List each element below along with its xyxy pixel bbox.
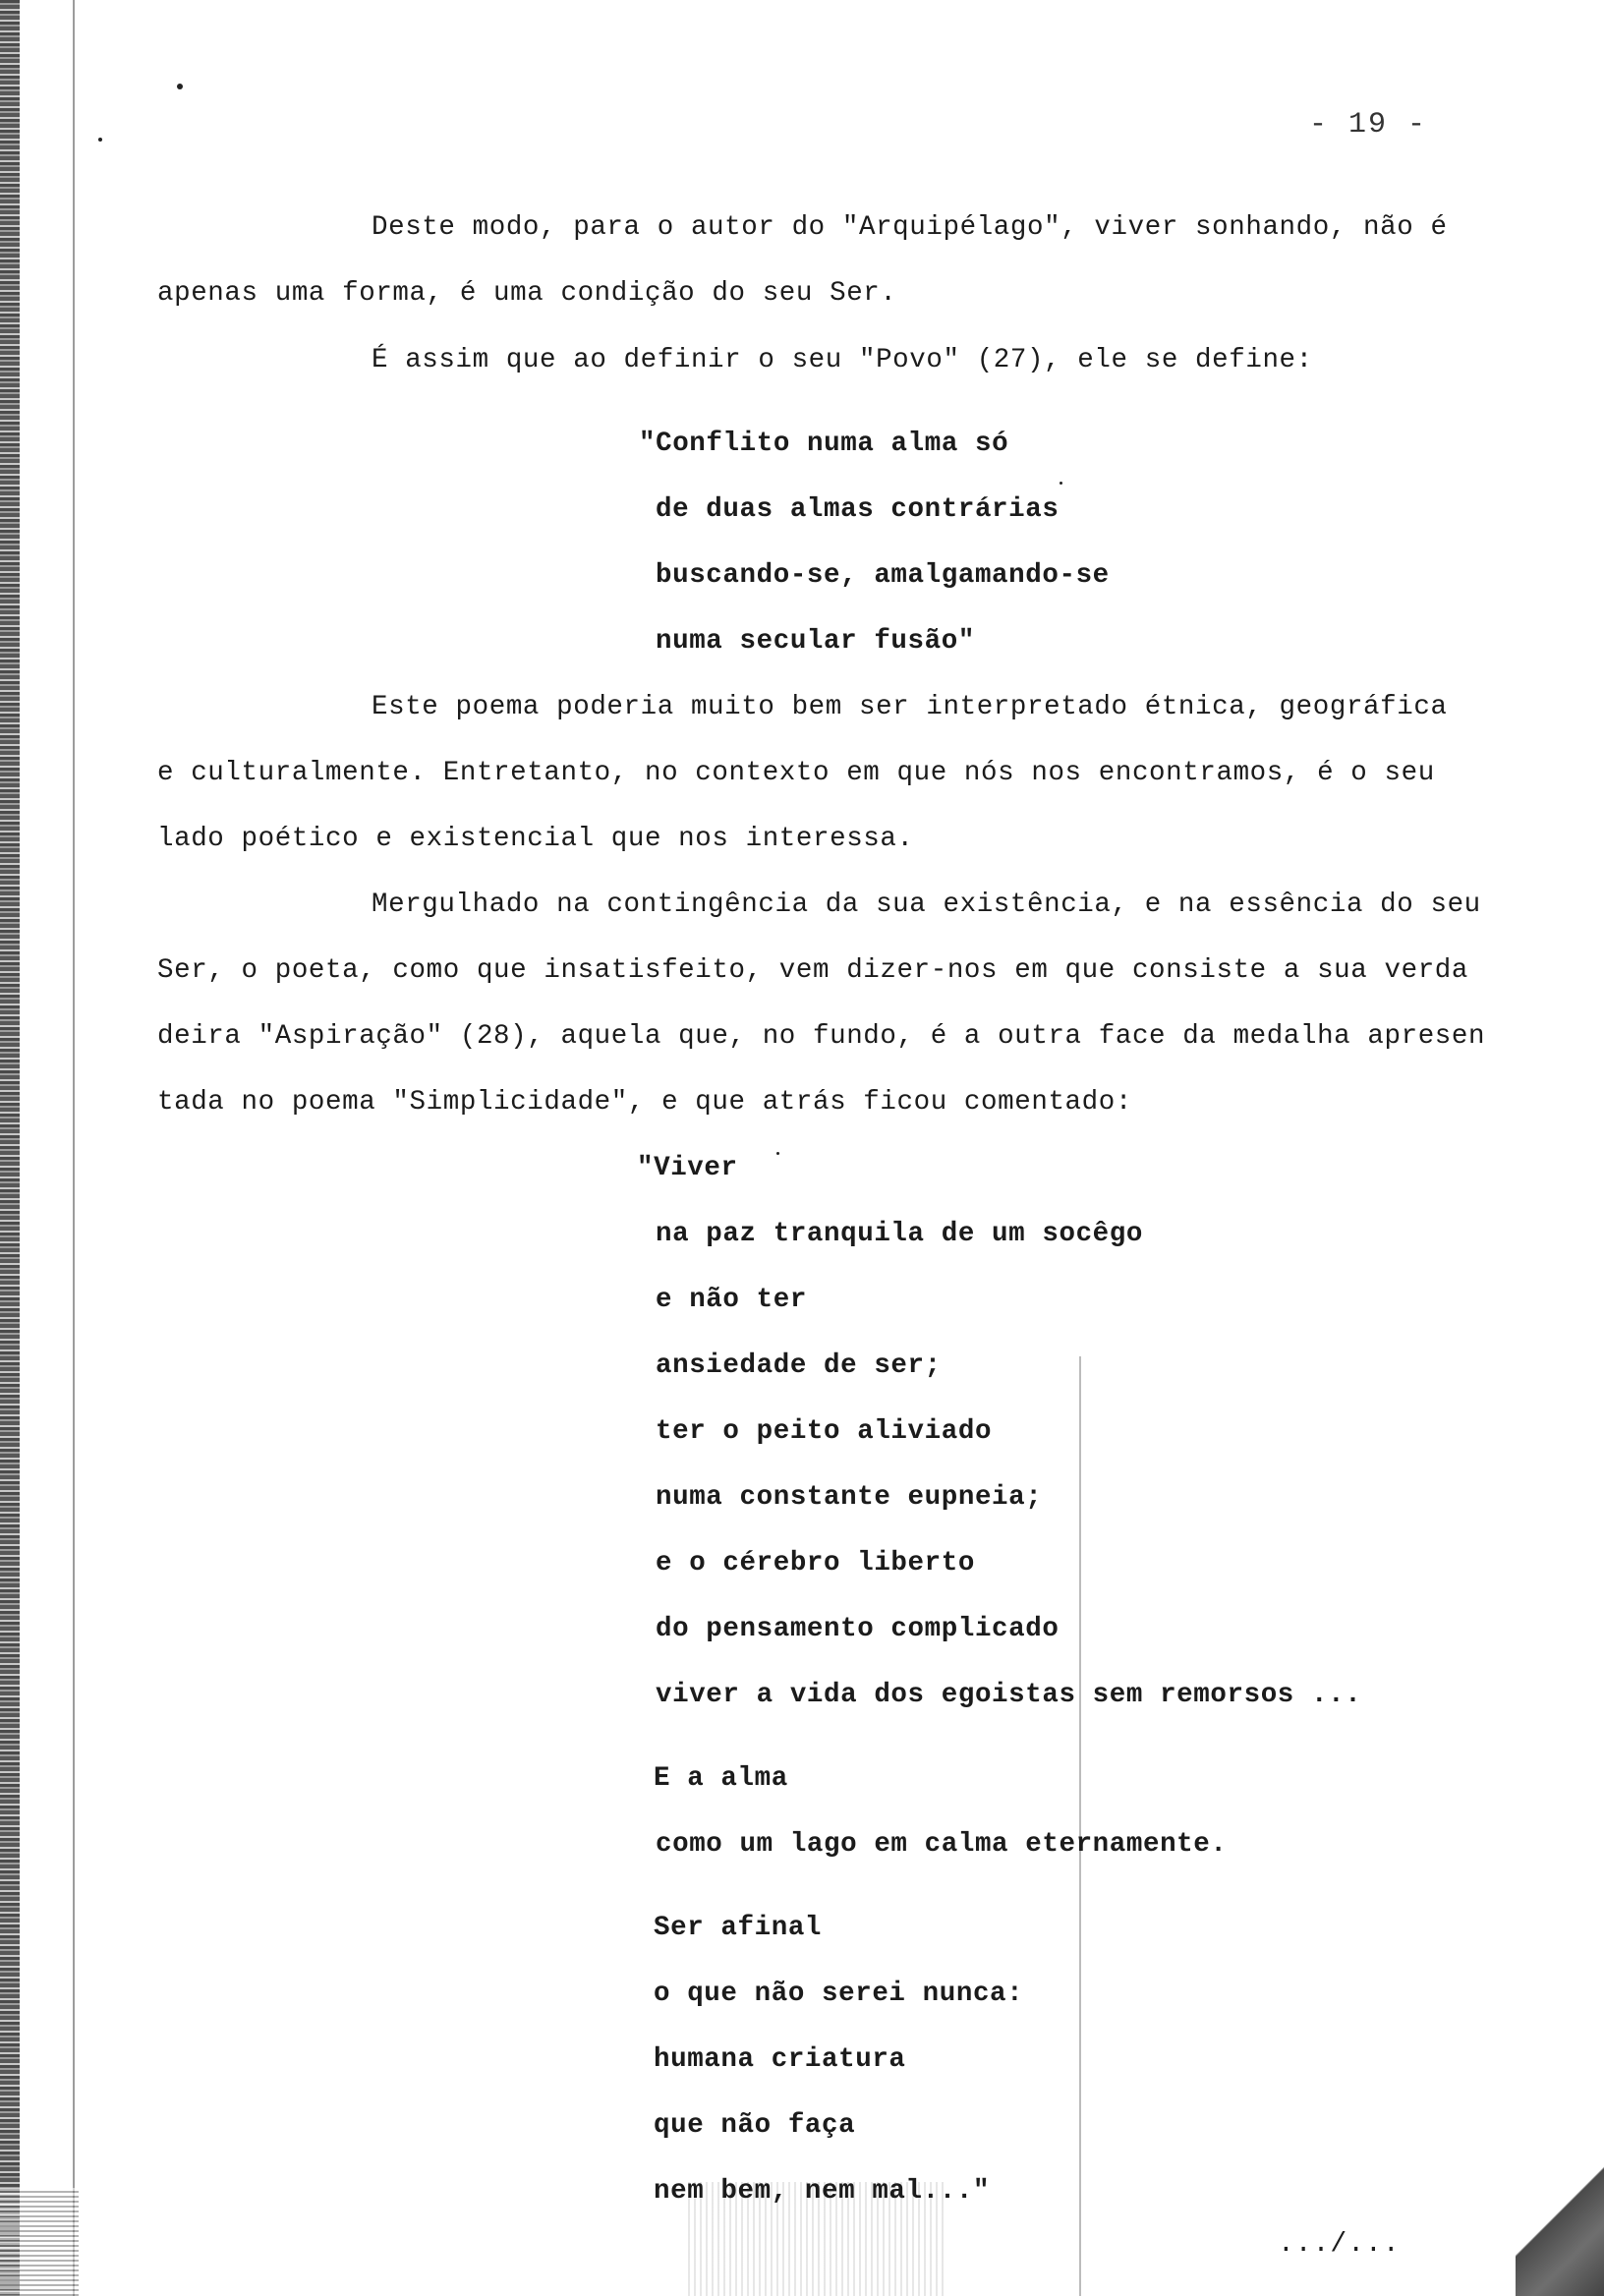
poem-aspiracao-line: do pensamento complicado	[656, 1614, 1060, 1644]
scan-fold-line	[1079, 1356, 1081, 2296]
scan-corner-shadow	[1516, 2149, 1604, 2296]
poem-aspiracao-line: humana criatura	[654, 2044, 906, 2075]
paragraph-3-line-3: lado poético e existencial que nos interessa.	[157, 824, 914, 854]
poem-aspiracao-line: e o cérebro liberto	[656, 1548, 975, 1578]
paragraph-3-line-2: e culturalmente. Entretanto, no contexto em que nós nos encontramos, é o seu	[157, 758, 1435, 788]
paragraph-2-line-1: É assim que ao definir o seu "Povo" (27), ele se define:	[372, 345, 1313, 375]
page-number: - 19 -	[1309, 108, 1428, 142]
poem-aspiracao-line: ansiedade de ser;	[656, 1350, 942, 1381]
poem-povo-line: de duas almas contrárias	[656, 494, 1060, 525]
paragraph-1-line-2: apenas uma forma, é uma condição do seu Ser.	[157, 278, 897, 309]
poem-aspiracao-line: como um lago em calma eternamente.	[656, 1829, 1228, 1860]
scan-corner-noise	[0, 2188, 79, 2296]
poem-aspiracao-line: que não faça	[654, 2110, 856, 2141]
poem-aspiracao-line: o que não serei nunca:	[654, 1979, 1024, 2009]
poem-aspiracao-line: E a alma	[654, 1763, 788, 1794]
poem-aspiracao-line: nem bem, nem mal..."	[654, 2176, 991, 2207]
scan-speck	[98, 138, 102, 142]
paragraph-4-line-1: Mergulhado na contingência da sua existência, e na essência do seu	[372, 890, 1481, 920]
poem-aspiracao-line: na paz tranquila de um socêgo	[656, 1219, 1143, 1249]
paragraph-4-line-3: deira "Aspiração" (28), aquela que, no fundo, é a outra face da medalha apresen	[157, 1021, 1486, 1052]
paragraph-1-line-1: Deste modo, para o autor do "Arquipélago", viver sonhando, não é	[372, 212, 1448, 243]
paragraph-3-line-1: Este poema poderia muito bem ser interpretado étnica, geográfica	[372, 692, 1448, 722]
poem-povo-line: "Conflito numa alma só	[639, 429, 1009, 459]
poem-aspiracao-line: "Viver	[637, 1153, 738, 1183]
poem-aspiracao-line: ter o peito aliviado	[656, 1416, 993, 1447]
poem-aspiracao-line: Ser afinal	[654, 1913, 823, 1943]
scan-margin-line	[73, 0, 75, 2296]
poem-aspiracao-line: e não ter	[656, 1285, 807, 1315]
continuation-mark: .../...	[1278, 2229, 1401, 2260]
poem-povo-line: buscando-se, amalgamando-se	[656, 560, 1110, 591]
paragraph-4-line-4: tada no poema "Simplicidade", e que atrás ficou comentado:	[157, 1087, 1132, 1118]
scan-speck	[776, 1152, 779, 1155]
poem-aspiracao-line: numa constante eupneia;	[656, 1482, 1043, 1513]
scan-edge-left	[0, 0, 20, 2296]
poem-povo-line: numa secular fusão"	[656, 626, 975, 657]
paragraph-4-line-2: Ser, o poeta, como que insatisfeito, vem dizer-nos em que consiste a sua verda	[157, 955, 1469, 986]
scan-speck	[177, 84, 183, 89]
poem-aspiracao-line: viver a vida dos egoistas sem remorsos ...	[656, 1680, 1362, 1710]
scan-speck	[1060, 482, 1062, 485]
